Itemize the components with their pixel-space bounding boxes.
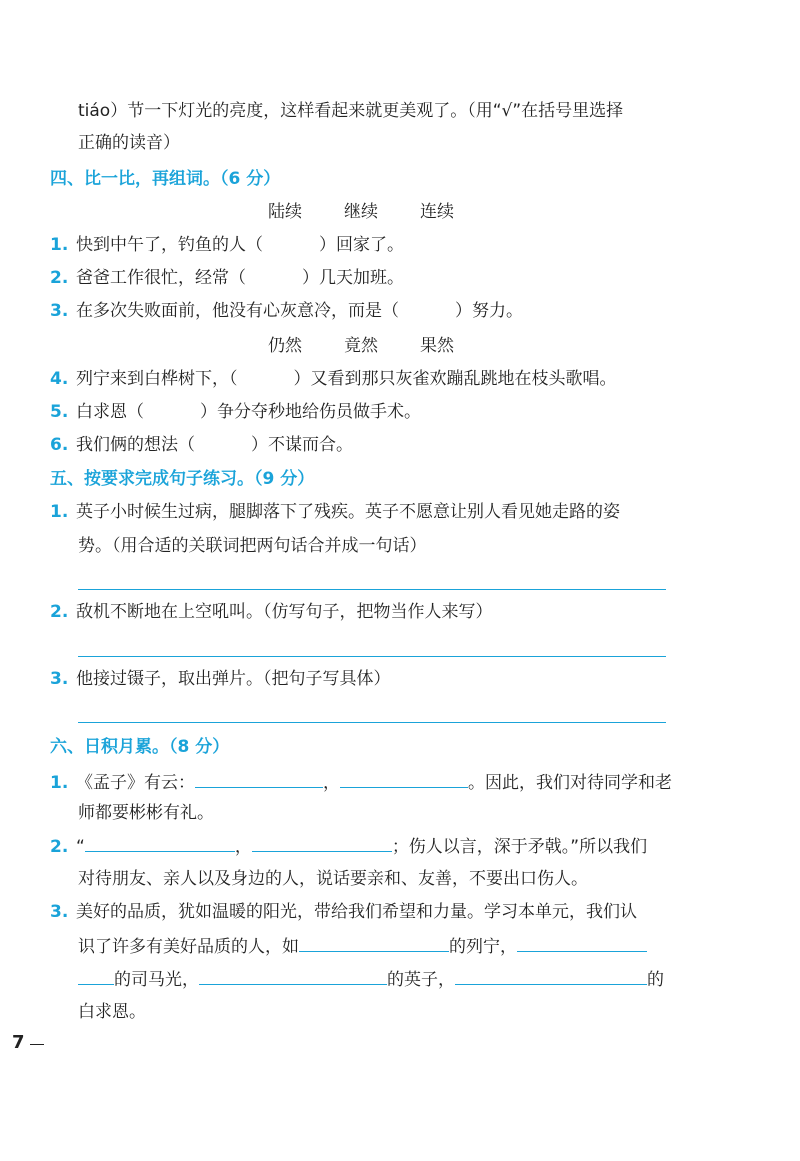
s6-q2-line-1: 2. “ ， ；伤人以言，深于矛戟。”所以我们 — [50, 834, 647, 859]
s6-q3-line-4: 白求恩。 — [78, 1002, 146, 1022]
s4-item-3: 3. 在多次失败面前，他没有心灰意冷，而是（ ）努力。 — [50, 301, 523, 321]
s5-q1-line-1: 1. 英子小时候生过病，腿脚落下了残疾。英子不愿意让别人看见她走路的姿 — [50, 502, 620, 522]
s6-q2-line-2: 对待朋友、亲人以及身边的人，说话要亲和、友善，不要出口伤人。 — [78, 869, 588, 889]
s6-q1-line-1: 1. 《孟子》有云： ， 。因此，我们对待同学和老 — [50, 770, 672, 795]
word-group-2 — [268, 334, 496, 358]
answer-line-3[interactable] — [78, 722, 666, 723]
s5-q1-line-2: 势。（用合适的关联词把两句话合并成一句话） — [78, 536, 427, 556]
fill-blank[interactable] — [252, 834, 392, 852]
intro-line-1: tiáo）节一下灯光的亮度，这样看起来就更美观了。（用“√”在括号里选择 — [78, 101, 624, 121]
s4-item-2: 2. 爸爸工作很忙，经常（ ）几天加班。 — [50, 268, 404, 288]
fill-blank[interactable] — [340, 770, 468, 788]
fill-blank[interactable] — [78, 967, 114, 985]
word-option: 果然 — [420, 336, 454, 356]
word-option: 仍然 — [268, 336, 302, 356]
word-option: 连续 — [420, 202, 454, 222]
s6-q3-line-2: 识了许多有美好品质的人，如 的列宁， — [78, 934, 647, 959]
section-5-title: 五、按要求完成句子练习。（9 分） — [50, 469, 315, 489]
fill-blank[interactable] — [85, 834, 235, 852]
page-number-dash — [30, 1044, 44, 1045]
s5-q3: 3. 他接过镊子，取出弹片。（把句子写具体） — [50, 669, 391, 689]
word-option: 竟然 — [344, 336, 378, 356]
section-4-title: 四、比一比，再组词。（6 分） — [50, 169, 281, 189]
s4-item-1: 1. 快到中午了，钓鱼的人（ ）回家了。 — [50, 235, 404, 255]
word-option: 陆续 — [268, 202, 302, 222]
s4-item-4: 4. 列宁来到白桦树下，（ ）又看到那只灰雀欢蹦乱跳地在枝头歌唱。 — [50, 369, 617, 389]
section-6-title: 六、日积月累。（8 分） — [50, 737, 230, 757]
fill-blank[interactable] — [199, 967, 387, 985]
fill-blank[interactable] — [517, 934, 647, 952]
s4-item-6: 6. 我们俩的想法（ ）不谋而合。 — [50, 435, 353, 455]
intro-line-2: 正确的读音） — [78, 133, 180, 153]
fill-blank[interactable] — [299, 934, 449, 952]
word-option: 继续 — [344, 202, 378, 222]
page-number: 7 — [12, 1032, 25, 1053]
s6-q3-line-1: 3. 美好的品质，犹如温暖的阳光，带给我们希望和力量。学习本单元，我们认 — [50, 902, 637, 922]
fill-blank[interactable] — [195, 770, 323, 788]
s6-q1-line-2: 师都要彬彬有礼。 — [78, 803, 214, 823]
fill-blank[interactable] — [455, 967, 647, 985]
answer-line-1[interactable] — [78, 589, 666, 590]
answer-line-2[interactable] — [78, 656, 666, 657]
word-group-1 — [268, 200, 496, 224]
s6-q3-line-3: 的司马光， 的英子， 的 — [78, 967, 664, 992]
s4-item-5: 5. 白求恩（ ）争分夺秒地给伤员做手术。 — [50, 402, 421, 422]
s5-q2: 2. 敌机不断地在上空吼叫。（仿写句子，把物当作人来写） — [50, 602, 493, 622]
